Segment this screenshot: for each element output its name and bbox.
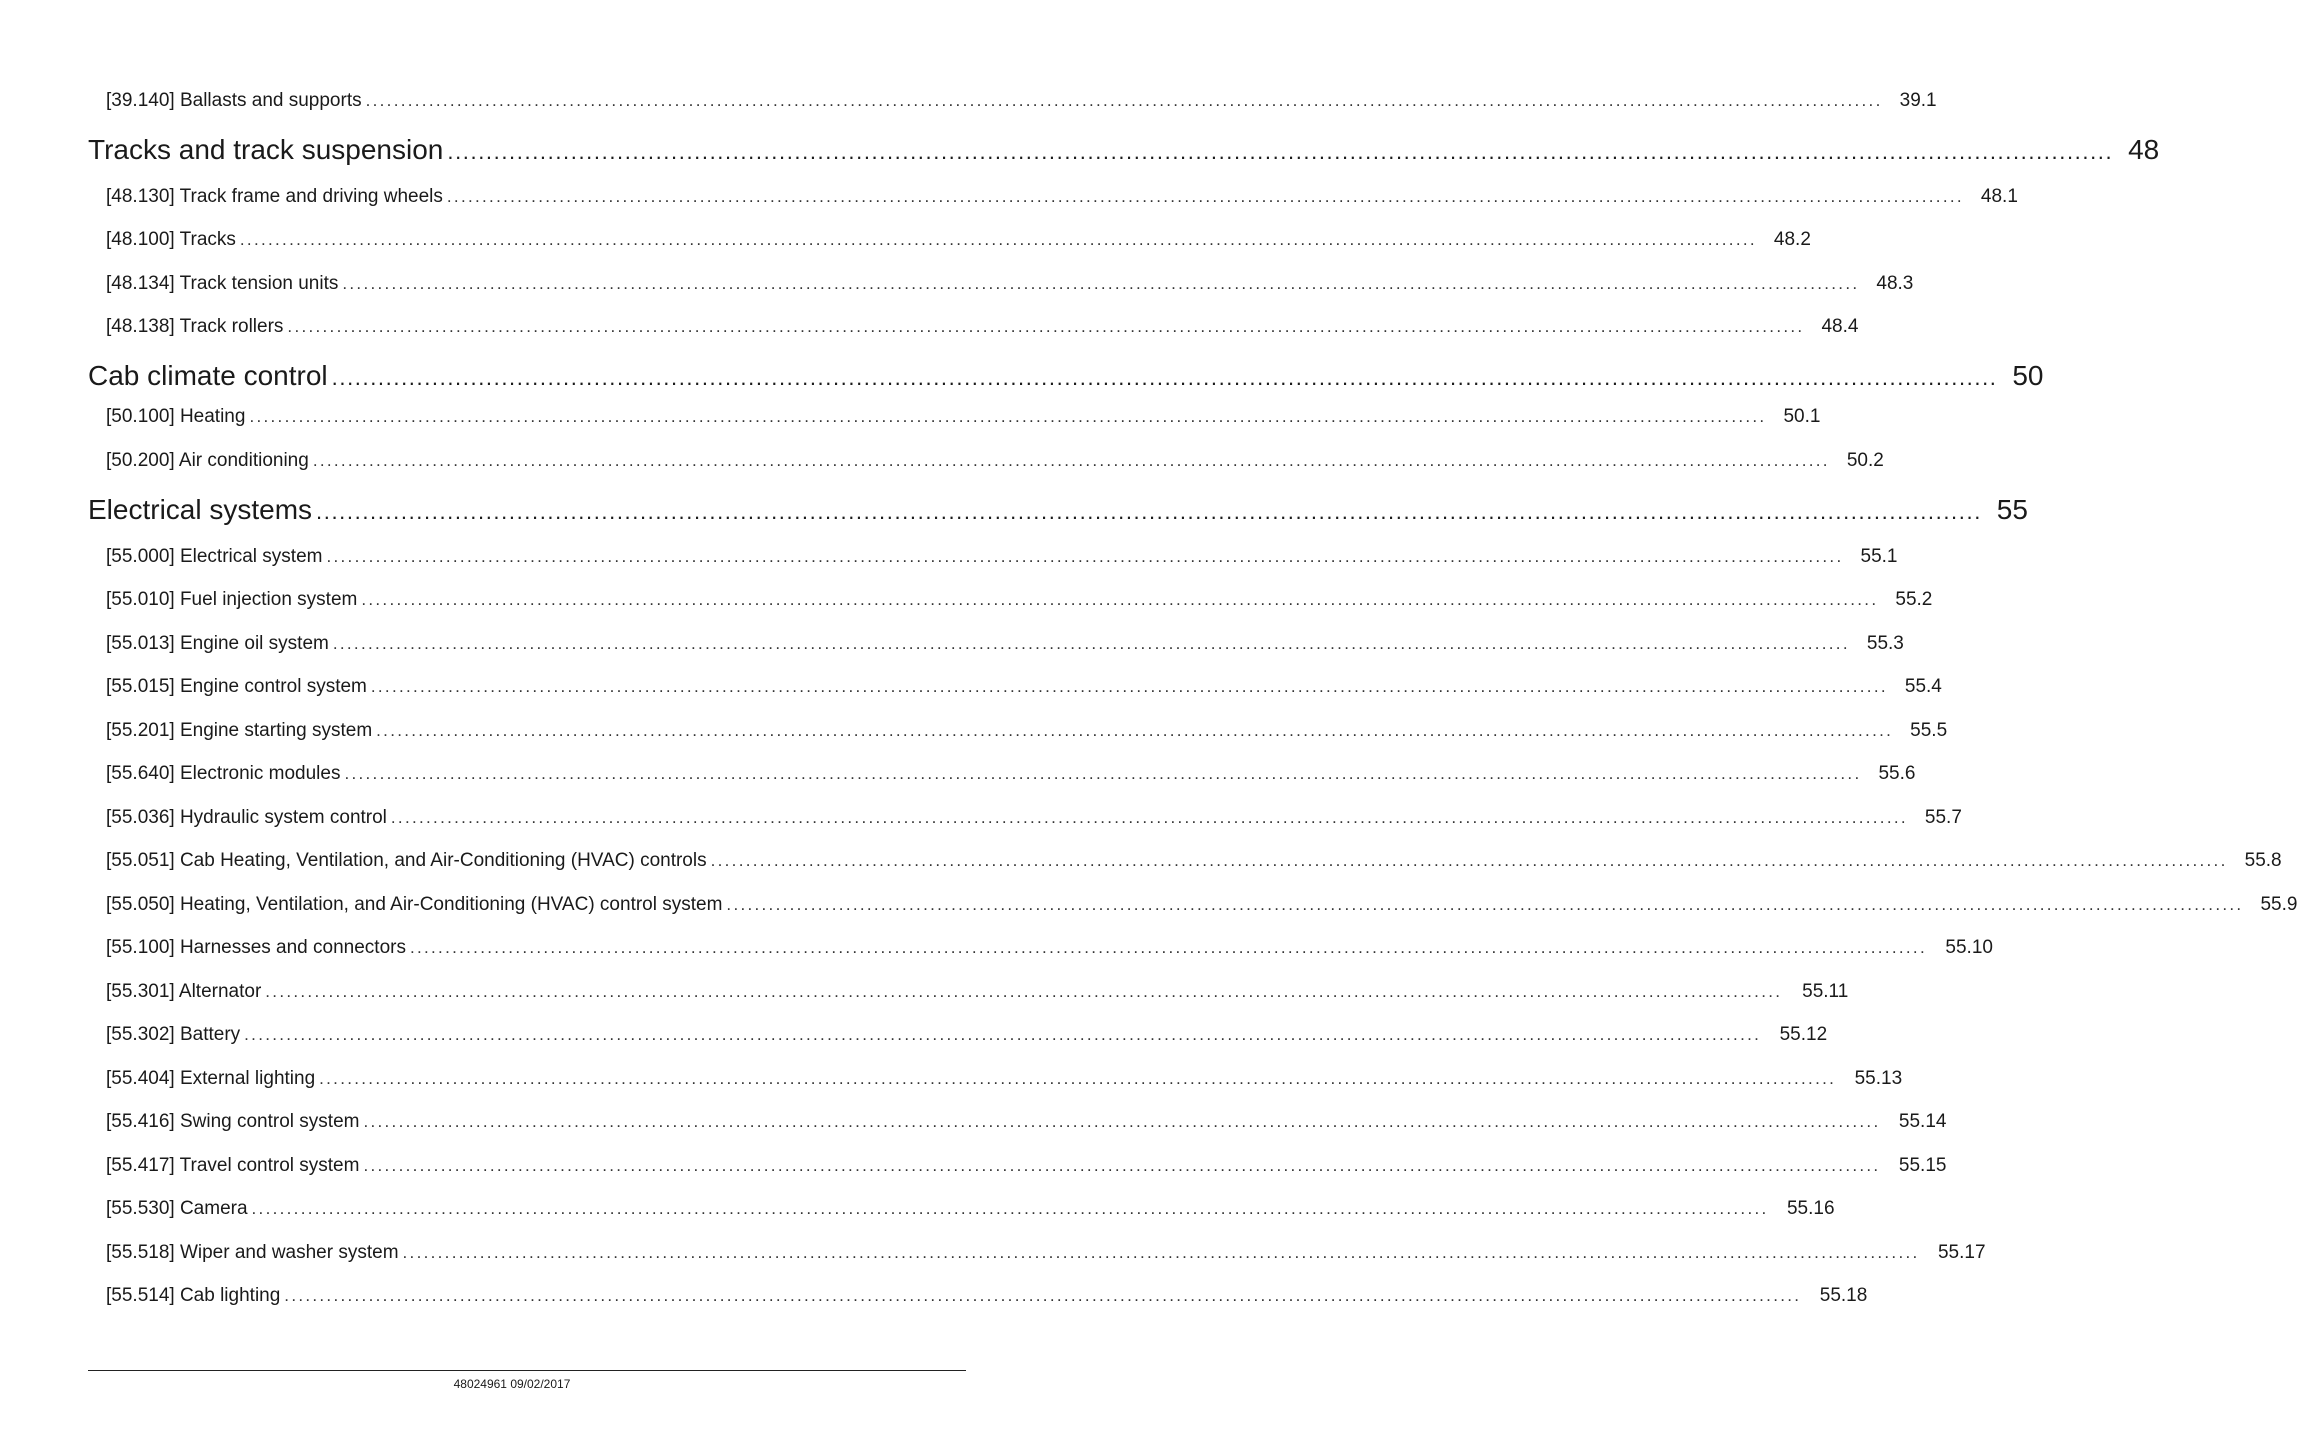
dot-leader: ........................................................................................................................................................................................................................ [363, 1112, 1881, 1131]
dot-leader: ........................................................................................................................................................................................................................ [726, 895, 2244, 914]
dot-leader: ........................................................................................................................................................................................................................ [251, 1199, 1769, 1218]
toc-entry-label: [50.100] Heating [106, 406, 246, 427]
toc-entry-label: [55.000] Electrical system [106, 546, 323, 567]
toc-entry[interactable] [106, 272, 1914, 296]
toc-entry-label: [50.200] Air conditioning [106, 450, 309, 471]
footer-doc-id: 48024961 09/02/2017 [453, 1377, 571, 1391]
toc-entry-label: [48.100] Tracks [106, 229, 236, 250]
toc-entry[interactable] [106, 675, 1942, 699]
toc-entry-page: 55.16 [1786, 1198, 1835, 1219]
toc-entry-page: 55.1 [1860, 546, 1898, 567]
dot-leader: ........................................................................................................................................................................................................................ [331, 365, 1998, 390]
toc-entry[interactable] [106, 228, 1811, 252]
dot-leader: ........................................................................................................................................................................................................................ [342, 274, 1860, 293]
toc-entry-label: [55.010] Fuel injection system [106, 589, 358, 610]
toc-entry-page: 50.2 [1846, 450, 1884, 471]
toc-entry[interactable] [106, 1067, 1903, 1091]
dot-leader: ........................................................................................................................................................................................................................ [265, 982, 1783, 1001]
toc-entry-page: 48.3 [1876, 273, 1914, 294]
toc-entry-label: [55.302] Battery [106, 1024, 241, 1045]
toc-section-heading[interactable] [88, 133, 2160, 169]
toc-entry-page: 55.3 [1866, 633, 1904, 654]
toc-entry-label: [55.640] Electronic modules [106, 763, 341, 784]
toc-entry[interactable] [106, 936, 1993, 960]
footer-divider [88, 1370, 966, 1371]
toc-entry[interactable] [106, 1197, 1835, 1221]
section-page: 48 [2128, 134, 2160, 165]
toc-entry-page: 39.1 [1899, 90, 1937, 111]
toc-entry[interactable] [106, 588, 1933, 612]
toc-entry-label: [48.130] Track frame and driving wheels [106, 186, 443, 207]
toc-entry[interactable] [106, 1110, 1947, 1134]
toc-entry-page: 55.12 [1779, 1024, 1828, 1045]
toc-entry-page: 55.7 [1924, 807, 1962, 828]
toc-entry[interactable] [106, 1284, 1868, 1308]
toc-entry-label: [55.013] Engine oil system [106, 633, 329, 654]
dot-leader: ........................................................................................................................................................................................................................ [409, 938, 1927, 957]
toc-entry-page: 55.6 [1878, 763, 1916, 784]
toc-entry-page: 50.1 [1783, 406, 1821, 427]
toc-entry[interactable] [106, 806, 1962, 830]
toc-entry-page: 55.17 [1937, 1242, 1986, 1263]
toc-entry[interactable] [106, 1154, 1947, 1178]
dot-leader: ........................................................................................................................................................................................................................ [390, 808, 1908, 827]
toc-entry[interactable] [106, 1241, 1986, 1265]
dot-leader: ........................................................................................................................................................................................................................ [365, 91, 1883, 110]
toc-entry-label: [55.416] Swing control system [106, 1111, 360, 1132]
toc-entry-label: [55.404] External lighting [106, 1068, 316, 1089]
toc-entry-label: [55.036] Hydraulic system control [106, 807, 387, 828]
dot-leader: ........................................................................................................................................................................................................................ [376, 721, 1894, 740]
toc-entry-label: [48.138] Track rollers [106, 316, 284, 337]
toc-entry-label: [55.417] Travel control system [106, 1155, 360, 1176]
toc-entry-label: [39.140] Ballasts and supports [106, 90, 362, 111]
dot-leader: ........................................................................................................................................................................................................................ [326, 547, 1844, 566]
toc-entry[interactable] [106, 632, 1904, 656]
toc-entry-page: 55.5 [1910, 720, 1948, 741]
toc-entry-label: [55.301] Alternator [106, 981, 262, 1002]
toc-entry-label: [55.518] Wiper and washer system [106, 1242, 399, 1263]
toc-entry-label: [55.530] Camera [106, 1198, 248, 1219]
toc-entry-label: [55.015] Engine control system [106, 676, 367, 697]
toc-entry-label: [55.100] Harnesses and connectors [106, 937, 406, 958]
toc-entry-page: 55.18 [1819, 1285, 1868, 1306]
dot-leader: ........................................................................................................................................................................................................................ [344, 764, 1862, 783]
toc-entry-label: [48.134] Track tension units [106, 273, 339, 294]
toc-entry-page: 55.13 [1854, 1068, 1903, 1089]
dot-leader: ........................................................................................................................................................................................................................ [363, 1156, 1881, 1175]
toc-entry[interactable] [106, 449, 1884, 473]
toc-entry[interactable] [106, 849, 2282, 873]
toc-entry[interactable] [106, 405, 1821, 429]
dot-leader: ........................................................................................................................................................................................................................ [370, 677, 1888, 696]
dot-leader: ........................................................................................................................................................................................................................ [284, 1286, 1802, 1305]
toc-entry-page: 55.4 [1904, 676, 1942, 697]
dot-leader: ........................................................................................................................................................................................................................ [239, 230, 1757, 249]
toc-section-heading[interactable] [88, 359, 2044, 395]
toc-entry[interactable] [106, 762, 1916, 786]
toc-entry-label: [55.514] Cab lighting [106, 1285, 281, 1306]
dot-leader: ........................................................................................................................................................................................................................ [361, 590, 1879, 609]
toc-entry[interactable] [106, 719, 1948, 743]
toc-entry-page: 55.15 [1898, 1155, 1947, 1176]
toc-entry[interactable] [106, 89, 1937, 113]
toc-entry[interactable] [106, 893, 2297, 917]
toc-entry[interactable] [106, 185, 2018, 209]
toc-entry-page: 55.2 [1895, 589, 1933, 610]
dot-leader: ........................................................................................................................................................................................................................ [312, 451, 1830, 470]
toc-entry-page: 55.14 [1898, 1111, 1947, 1132]
toc-entry-label: [55.201] Engine starting system [106, 720, 373, 741]
section-page: 50 [2012, 360, 2044, 391]
toc-entry[interactable] [106, 545, 1898, 569]
dot-leader: ........................................................................................................................................................................................................................ [249, 407, 1767, 426]
toc-entry-page: 48.4 [1821, 316, 1859, 337]
toc-entry-label: [55.050] Heating, Ventilation, and Air-Conditioning (HVAC) control system [106, 894, 723, 915]
section-title: Cab climate control [88, 360, 328, 391]
toc-entry[interactable] [106, 980, 1849, 1004]
toc-section-heading[interactable] [88, 493, 2028, 529]
toc-entry-page: 48.2 [1773, 229, 1811, 250]
dot-leader: ........................................................................................................................................................................................................................ [319, 1069, 1837, 1088]
toc-entry-page: 55.8 [2244, 850, 2282, 871]
dot-leader: ........................................................................................................................................................................................................................ [446, 187, 1964, 206]
toc-entry-page: 55.10 [1945, 937, 1993, 958]
dot-leader: ........................................................................................................................................................................................................................ [332, 634, 1850, 653]
toc-entry[interactable] [106, 315, 1859, 339]
toc-entry-label: [55.051] Cab Heating, Ventilation, and Air-Conditioning (HVAC) controls [106, 850, 707, 871]
section-page: 55 [1996, 494, 2028, 525]
section-title: Tracks and track suspension [88, 134, 444, 165]
dot-leader: ........................................................................................................................................................................................................................ [447, 139, 2114, 164]
toc-entry-page: 55.9 [2260, 894, 2297, 915]
toc-entry[interactable] [106, 1023, 1828, 1047]
dot-leader: ........................................................................................................................................................................................................................ [244, 1025, 1762, 1044]
toc-entry-page: 55.11 [1802, 981, 1849, 1002]
section-title: Electrical systems [88, 494, 313, 525]
dot-leader: ........................................................................................................................................................................................................................ [287, 317, 1805, 336]
dot-leader: ........................................................................................................................................................................................................................ [710, 851, 2228, 870]
dot-leader: ........................................................................................................................................................................................................................ [402, 1243, 1920, 1262]
dot-leader: ........................................................................................................................................................................................................................ [316, 499, 1982, 524]
toc-entry-page: 48.1 [1980, 186, 2018, 207]
